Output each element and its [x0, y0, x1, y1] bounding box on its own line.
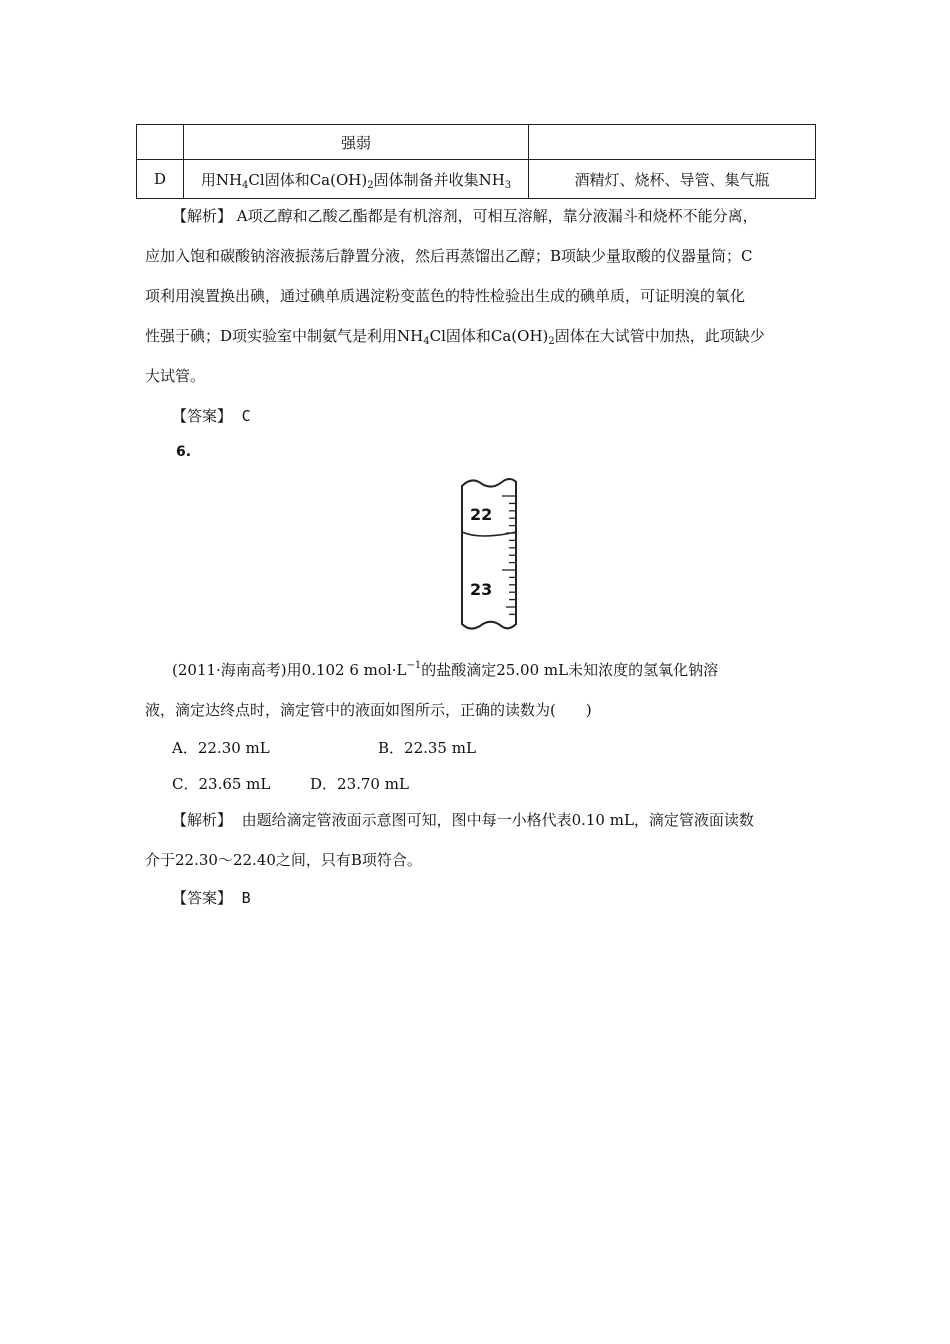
table-cell: [137, 125, 184, 160]
answer-line: [172, 406, 251, 426]
answer-label: 【答案】: [172, 407, 233, 425]
option-d: D．23.70 mL: [310, 775, 409, 793]
analysis-text: A项乙醇和乙酸乙酯都是有机溶剂，可相互溶解，靠分液漏斗和烧杯不能分离，: [236, 207, 758, 225]
burette-tube: [462, 479, 516, 629]
burette-diagram: [450, 474, 530, 636]
analysis-line: 介于22.30～22.40之间，只有B项符合。: [145, 851, 422, 869]
option-c: C．23.65 mL: [172, 775, 271, 793]
question-stem-line: 液，滴定达终点时，滴定管中的液面如图所示，正确的读数为( ): [145, 701, 592, 719]
analysis-text: 固体在大试管中加热，此项缺少: [554, 327, 765, 345]
option-a: A．22.30 mL: [172, 739, 270, 757]
answer-line: [172, 888, 251, 908]
cell-text: 固体制备并收集NH: [373, 170, 505, 189]
answer-value: B: [241, 889, 251, 907]
subscript: 2: [367, 179, 374, 191]
cell-text: Cl固体和Ca(OH): [248, 170, 368, 189]
table-row: [137, 125, 816, 160]
table-cell: [184, 160, 529, 199]
question-text: (2011·海南高考)用0.102 6 mol·L: [172, 661, 407, 679]
analysis-line: 项利用溴置换出碘，通过碘单质遇淀粉变蓝色的特性检验出生成的碘单质，可证明溴的氧化: [145, 287, 746, 305]
answer-value: C: [241, 407, 251, 425]
analysis-text: Cl固体和Ca(OH): [429, 327, 549, 345]
analysis-line: [172, 206, 758, 226]
scale-label-22: 22: [470, 505, 493, 524]
scale-label-23: 23: [470, 580, 493, 599]
cell-text: 用NH: [200, 170, 243, 189]
subscript: 4: [242, 179, 249, 191]
question-text: 的盐酸滴定25.00 mL未知浓度的氢氧化钠溶: [421, 661, 719, 679]
question-stem-line: [172, 660, 718, 680]
question-number: 6.: [176, 444, 192, 460]
subscript: 4: [423, 336, 430, 347]
table-cell: [529, 125, 816, 160]
analysis-label: 【解析】: [172, 811, 233, 829]
apparatus-table: [136, 124, 816, 199]
analysis-line: [145, 326, 765, 346]
analysis-line: 应加入饱和碳酸钠溶液振荡后静置分液，然后再蒸馏出乙醇；B项缺少量取酸的仪器量筒；C: [145, 247, 753, 265]
analysis-line: 大试管。: [145, 367, 206, 385]
option-b: B．22.35 mL: [378, 739, 476, 757]
subscript: 3: [504, 179, 512, 191]
answer-label: 【答案】: [172, 889, 233, 907]
table-cell: 酒精灯、烧杯、导管、集气瓶: [529, 160, 816, 199]
analysis-label: 【解析】: [172, 207, 233, 225]
analysis-text: 性强于碘；D项实验室中制氨气是利用NH: [145, 327, 424, 345]
analysis-line: [172, 810, 754, 830]
superscript: −1: [406, 660, 422, 671]
analysis-text: 由题给滴定管液面示意图可知，图中每一小格代表0.10 mL，滴定管液面读数: [241, 811, 754, 829]
subscript: 2: [548, 336, 555, 347]
table-cell: D: [137, 160, 184, 199]
table-row: [137, 160, 816, 199]
table-cell: 强弱: [184, 125, 529, 160]
